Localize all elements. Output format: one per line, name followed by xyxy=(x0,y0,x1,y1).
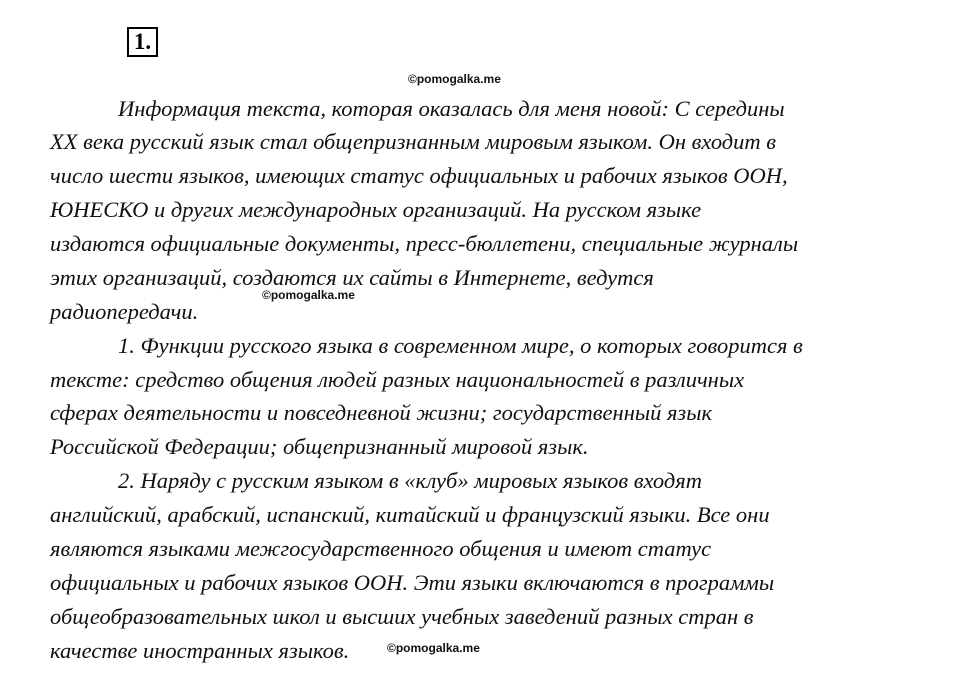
watermark: ©pomogalka.me xyxy=(408,72,501,86)
text-line: качестве иностранных языков. xyxy=(50,638,350,663)
text-line: являются языками межгосударственного общения и имеют статус xyxy=(50,536,712,561)
watermark: ©pomogalka.me xyxy=(387,641,480,655)
text-line: общеобразовательных школ и высших учебных заведений разных стран в xyxy=(50,604,754,629)
text-line: этих организаций, создаются их сайты в Интернете, ведутся xyxy=(50,265,654,290)
text-line: Российской Федерации; общепризнанный мировой язык. xyxy=(50,434,589,459)
text-line: издаются официальные документы, пресс-бюллетени, специальные журналы xyxy=(50,231,799,256)
text-line: число шести языков, имеющих статус официальных и рабочих языков ООН, xyxy=(50,163,788,188)
text-line: 2. Наряду с русским языком в «клуб» мировых языков входят xyxy=(118,468,702,493)
text-line: Информация текста, которая оказалась для меня новой: С середины xyxy=(118,96,785,121)
task-number: 1. xyxy=(127,27,158,57)
text-line: тексте: средство общения людей разных национальностей в различных xyxy=(50,367,745,392)
text-line: английский, арабский, испанский, китайский и французский языки. Все они xyxy=(50,502,770,527)
text-line: XX века русский язык стал общепризнанным мировым языком. Он входит в xyxy=(50,129,777,154)
text-line: 1. Функции русского языка в современном мире, о которых говорится в xyxy=(118,333,803,358)
text-line: официальных и рабочих языков ООН. Эти языки включаются в программы xyxy=(50,570,775,595)
text-line: ЮНЕСКО и других международных организаций. На русском языке xyxy=(50,197,702,222)
text-line: сферах деятельности и повседневной жизни; государственный язык xyxy=(50,400,712,425)
text-line: радиопередачи. xyxy=(50,299,199,324)
watermark: ©pomogalka.me xyxy=(262,288,355,302)
